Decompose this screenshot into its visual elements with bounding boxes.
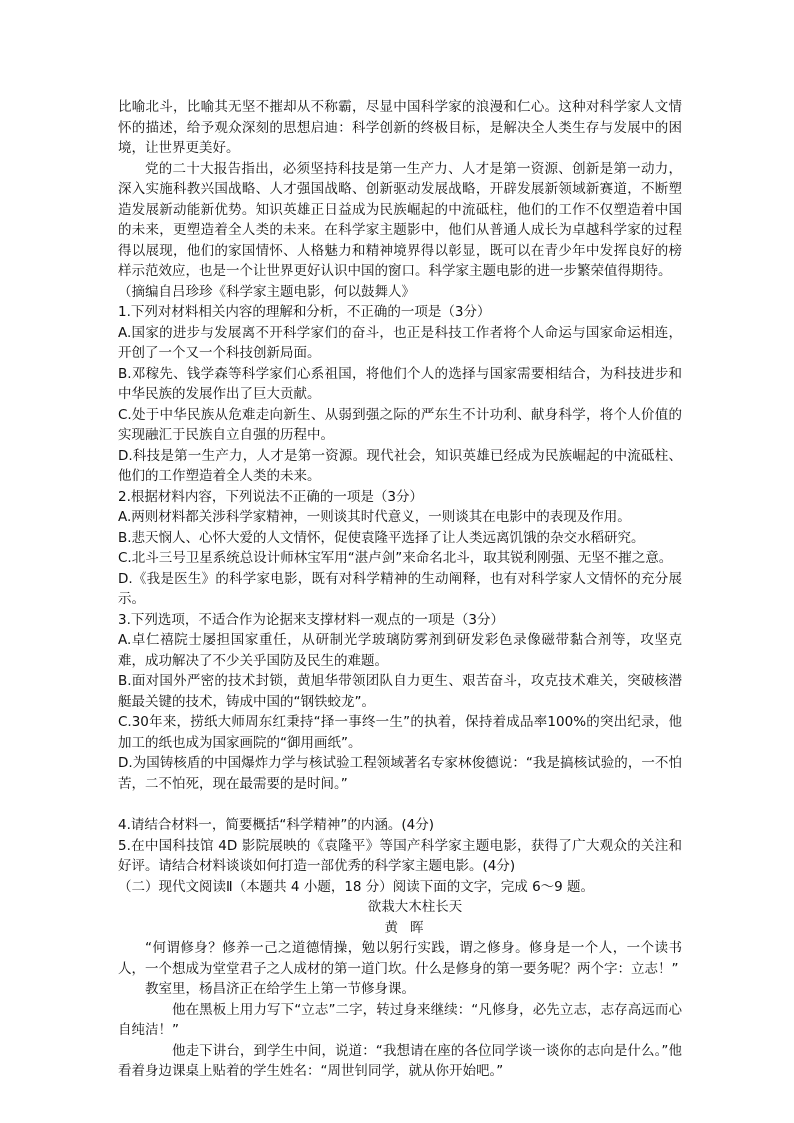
story-paragraph-4: 他走下讲台，到学生中间，说道：“我想请在座的各位同学谈一谈你的志向是什么。”他看着身边课桌上贴着的学生姓名：“周世钊同学，就从你开始吧。” xyxy=(118,1042,682,1079)
question-3-option-d: D.为国铸核盾的中国爆炸力学与核试验工程领域著名专家林俊德说：“我是搞核试验的，一不怕苦，二不怕死，现在最需要的是时间。” xyxy=(118,755,682,792)
question-1-stem: 1.下列对材料相关内容的理解和分析，不正确的一项是（3分） xyxy=(118,304,491,320)
question-2-option-b: B.悲天悯人、心怀大爱的人文情怀，促使袁隆平选择了让人类远离饥饿的杂交水稻研究。 xyxy=(118,529,645,546)
section-2-header: （二）现代文阅读Ⅱ（本题共 4 小题，18 分）阅读下面的文字，完成 6～9 题。 xyxy=(118,878,595,895)
question-3-option-c: C.30年来，捞纸大师周东红秉持“择一事终一生”的执着，保持着成品率100%的突出纪录，他加工的纸也成为国家画院的“御用画纸”。 xyxy=(118,714,682,751)
question-1-option-c: C.处于中华民族从危难走向新生、从弱到强之际的严东生不计功利、献身科学，将个人价值的实现融汇于民族自立自强的历程中。 xyxy=(118,406,682,443)
question-3-stem: 3.下列选项，不适合作为论据来支撑材料一观点的一项是（3分） xyxy=(118,611,504,628)
story-paragraph-1: “何谓修身？修养一己之道德情操，勉以躬行实践，谓之修身。修身是一个人，一个读书人，一个想成为堂堂君子之人成材的第一道门坎。什么是修身的第一要务呢？两个字：立志！” xyxy=(118,940,682,977)
question-4: 4.请结合材料一，简要概括“科学精神”的内涵。(4分) xyxy=(118,817,434,833)
material1-paragraph-last: 党的二十大报告指出，必须坚持科技是第一生产力、人才是第一资源、创新是第一动力，深入实施科教兴国战略、人才强国战略、创新驱动发展战略，开辟发展新领域新赛道，不断塑造发展新动能新优势。知识英雄正日益成为民族崛起的中流砥柱，他们的工作不仅塑造着中国的未来，更塑造着全人类的未来。在科学家主题影中，他们从普通人成长为卓越科学家的过程得以展现，他们的家国情怀、人格魅力和精神境界得以彰显，既可以在青少年中发挥良好的榜样示范效应，也是一个让世界更好认识中国的窗口。科学家主题电影的进一步繁荣值得期待。 xyxy=(118,160,682,279)
spacer xyxy=(118,794,682,815)
question-2-stem: 2.根据材料内容，下列说法不正确的一项是（3分） xyxy=(118,488,423,505)
story-title: 欲栽大木柱长天 xyxy=(367,899,463,915)
question-1-option-b: B.邓稼先、钱学森等科学家们心系祖国，将他们个人的选择与国家需要相结合，为科技进步和中华民族的发展作出了巨大贡献。 xyxy=(118,365,682,402)
question-2-option-d: D.《我是医生》的科学家电影，既有对科学精神的生动阐释，也有对科学家人文情怀的充分展示。 xyxy=(118,570,682,607)
question-2-option-a: A.两则材料都关涉科学家精神，一则谈其时代意义，一则谈其在电影中的表现及作用。 xyxy=(118,509,631,525)
question-3-option-b: B.面对国外严密的技术封锁，黄旭华带领团队自力更生、艰苦奋斗，攻克技术难关，突破核潜艇最关键的技术，铸成中国的“钢铁蛟龙”。 xyxy=(118,673,682,710)
story-paragraph-3: 他在黑板上用力写下“立志”二字，转过身来继续：“凡修身，必先立志，志存高远而心自纯洁！” xyxy=(118,1001,682,1038)
material1-source: （摘编自吕珍珍《科学家主题电影，何以鼓舞人》 xyxy=(118,283,415,300)
question-2-option-c: C.北斗三号卫星系统总设计师林宝军用“湛卢剑”来命名北斗，取其锐利刚强、无坚不摧之意。 xyxy=(118,550,673,566)
document-page xyxy=(118,97,682,1082)
material1-paragraph-end: 比喻北斗，比喻其无坚不摧却从不称霸，尽显中国科学家的浪漫和仁心。这种对科学家人文情怀的描述，给予观众深刻的思想启迪：科学创新的终极目标，是解决全人类生存与发展中的困境，让世界更美好。 xyxy=(118,99,682,156)
question-3-option-a: A.卓仁禧院士屡担国家重任，从研制光学玻璃防雾剂到研发彩色录像磁带黏合剂等，攻坚克难，成功解决了不少关乎国防及民生的难题。 xyxy=(118,632,682,669)
question-1-option-a: A.国家的进步与发展离不开科学家们的奋斗，也正是科技工作者将个人命运与国家命运相连，开创了一个又一个科技创新局面。 xyxy=(118,324,682,361)
question-1-option-d: D.科技是第一生产力，人才是第一资源。现代社会，知识英雄已经成为民族崛起的中流砥柱、他们的工作塑造着全人类的未来。 xyxy=(118,447,682,484)
story-author: 黄晖 xyxy=(384,919,436,936)
question-5: 5.在中国科技馆 4D 影院展映的《袁隆平》等国产科学家主题电影，获得了广大观众的关注和好评。请结合材料谈谈如何打造一部优秀的科学家主题电影。(4分) xyxy=(118,837,682,874)
story-paragraph-2: 教室里，杨昌济正在给学生上第一节修身课。 xyxy=(145,981,415,997)
